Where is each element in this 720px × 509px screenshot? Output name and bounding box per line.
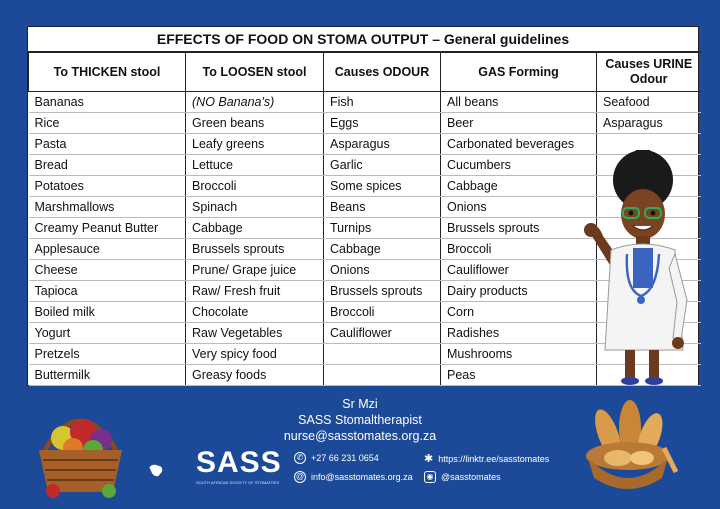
table-cell: Onions [324, 260, 441, 281]
sass-logo-text: SASS [196, 446, 282, 479]
table-cell: Dairy products [441, 281, 597, 302]
table-cell: Pretzels [29, 344, 186, 365]
table-cell: Eggs [324, 113, 441, 134]
table-cell: Creamy Peanut Butter [29, 218, 186, 239]
contact-social[interactable] [424, 471, 501, 483]
table-cell: Tapioca [29, 281, 186, 302]
contact-link[interactable] [424, 452, 549, 465]
table-cell [324, 365, 441, 386]
table-cell: Mushrooms [441, 344, 597, 365]
contact-email-text: info@sasstomates.org.za [311, 472, 413, 482]
table-cell: Broccoli [186, 176, 324, 197]
table-cell: Onions [441, 197, 597, 218]
table-cell: Peas [441, 365, 597, 386]
email-icon: @ [295, 472, 305, 481]
table-cell: Some spices [324, 176, 441, 197]
table-cell: Boiled milk [29, 302, 186, 323]
table-cell: Cauliflower [324, 323, 441, 344]
table-cell: Fish [324, 92, 441, 113]
table-cell: Asparagus [324, 134, 441, 155]
whatsapp-icon: ✆ [294, 452, 306, 464]
table-cell: Seafood [597, 92, 701, 113]
table-cell: Raw Vegetables [186, 323, 324, 344]
author-role: SASS Stomaltherapist [298, 413, 422, 427]
table-cell: Bread [29, 155, 186, 176]
table-cell: Pasta [29, 134, 186, 155]
table-cell: Beans [324, 197, 441, 218]
table-cell: Raw/ Fresh fruit [186, 281, 324, 302]
table-cell [324, 344, 441, 365]
table-cell: Cabbage [186, 218, 324, 239]
table-cell: Asparagus [597, 113, 701, 134]
table-cell: Cucumbers [441, 155, 597, 176]
table-cell: Brussels sprouts [186, 239, 324, 260]
nurse-illustration [583, 150, 693, 386]
sheet-title: EFFECTS OF FOOD ON STOMA OUTPUT – General guidelines [28, 27, 698, 52]
table-cell: Leafy greens [186, 134, 324, 155]
table-cell: Corn [441, 302, 597, 323]
table-cell: Bananas [29, 92, 186, 113]
table-cell: Green beans [186, 113, 324, 134]
contact-link-text: https://linktr.ee/sasstomates [438, 453, 550, 464]
table-cell: Chocolate [186, 302, 324, 323]
header-gas: GAS Forming [441, 53, 597, 92]
table-cell: Broccoli [441, 239, 597, 260]
table-cell: Carbonated beverages [441, 134, 597, 155]
table-cell: Buttermilk [29, 365, 186, 386]
table-cell: Brussels sprouts [441, 218, 597, 239]
table-cell: Applesauce [29, 239, 186, 260]
table-cell: Radishes [441, 323, 597, 344]
table-cell: All beans [441, 92, 597, 113]
table-cell: Cabbage [441, 176, 597, 197]
table-cell: Rice [29, 113, 186, 134]
sass-logo-tagline: SOUTH AFRICAN SOCIETY OF STOMATEES [196, 480, 280, 485]
table-cell: Yogurt [29, 323, 186, 344]
header-thicken: To THICKEN stool [29, 53, 186, 92]
author-name: Sr Mzi [342, 397, 378, 411]
contact-social-text: @sasstomates [441, 472, 501, 482]
table-cell: Beer [441, 113, 597, 134]
table-cell: Broccoli [324, 302, 441, 323]
table-cell: Garlic [324, 155, 441, 176]
table-cell: Greasy foods [186, 365, 324, 386]
fruit-basket-illustration [33, 398, 128, 498]
contact-phone-text: +27 66 231 0654 [311, 453, 379, 463]
contact-phone[interactable] [294, 452, 379, 464]
table-cell: Brussels sprouts [324, 281, 441, 302]
table-cell: Prune/ Grape juice [186, 260, 324, 281]
contact-email[interactable] [294, 471, 413, 483]
linktree-icon: ✱ [424, 453, 434, 465]
table-cell: Cheese [29, 260, 186, 281]
header-odour: Causes ODOUR [324, 53, 441, 92]
table-row [29, 92, 701, 113]
table-cell: Lettuce [186, 155, 324, 176]
table-cell: Spinach [186, 197, 324, 218]
bread-basket-illustration [578, 398, 678, 498]
table-cell: Marshmallows [29, 197, 186, 218]
author-email[interactable]: nurse@sasstomates.org.za [283, 429, 437, 443]
table-cell: Cauliflower [441, 260, 597, 281]
table-cell: Turnips [324, 218, 441, 239]
africa-map-icon [148, 448, 196, 492]
header-urine-odour: Causes URINE Odour [597, 53, 701, 92]
table-cell: (NO Banana's) [186, 92, 324, 113]
table-cell: Very spicy food [186, 344, 324, 365]
instagram-icon: ◉ [424, 471, 436, 483]
table-cell: Cabbage [324, 239, 441, 260]
table-cell: Potatoes [29, 176, 186, 197]
table-row [29, 113, 701, 134]
header-loosen: To LOOSEN stool [186, 53, 324, 92]
header-row [29, 53, 701, 92]
